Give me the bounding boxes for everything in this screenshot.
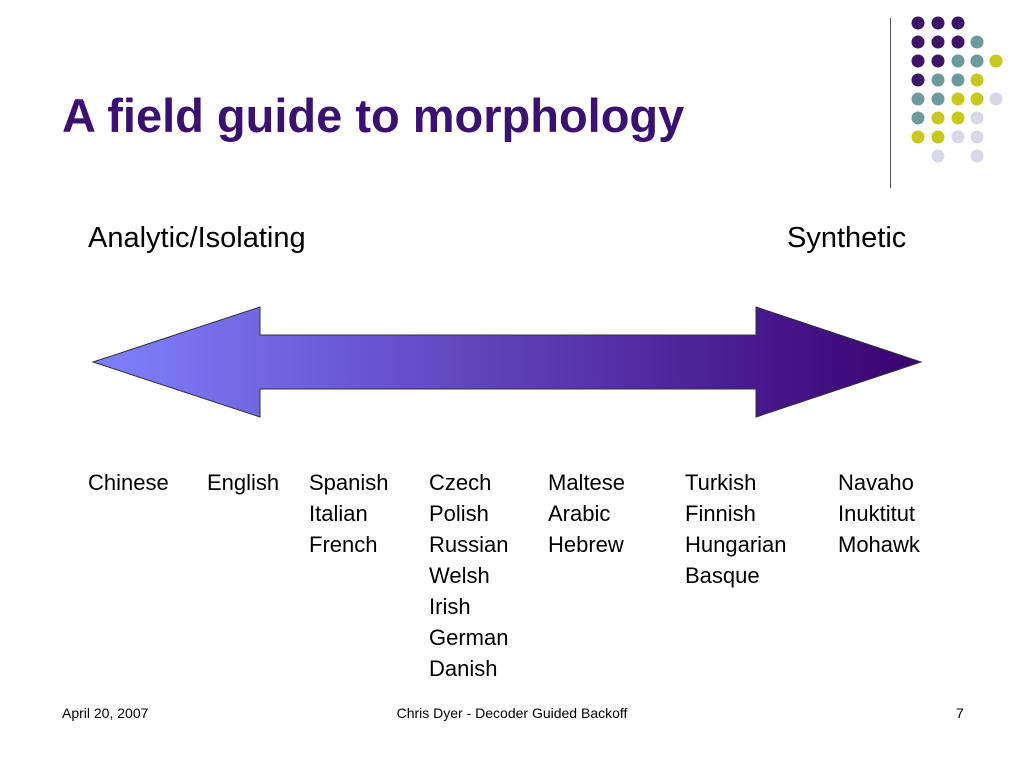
language-name: Czech [429,470,492,495]
double-arrow-shape [93,307,921,417]
language-name: Chinese [88,470,169,495]
decorative-dot [971,112,984,125]
decorative-dot [952,93,965,106]
synthetic-label: Synthetic [787,222,907,254]
language-name: Navaho [838,470,914,495]
decorative-dot [971,93,984,106]
language-name: English [207,470,280,495]
footer-author-title: Chris Dyer - Decoder Guided Backoff [396,705,628,721]
decorative-dot [912,55,925,68]
language-name: Danish [429,656,498,681]
decorative-dot [971,150,984,163]
decorative-dot [932,17,945,30]
decorative-dot [912,93,925,106]
slide-number: 7 [956,705,964,721]
language-name: Polish [429,501,489,526]
language-name: Maltese [548,470,626,495]
decorative-dot [990,93,1003,106]
language-column [548,467,625,560]
language-name: Arabic [548,501,611,526]
decorative-dot [912,112,925,125]
language-column [88,467,169,498]
decorative-dot [932,150,945,163]
decorative-dot [912,74,925,87]
decorative-divider [890,18,891,188]
language-name: French [309,532,378,557]
language-name: Italian [309,501,368,526]
language-name: Russian [429,532,509,557]
decorative-dot [932,131,945,144]
decorative-dot [952,55,965,68]
language-column [838,467,920,560]
language-column [429,467,508,684]
decorative-dot [971,36,984,49]
language-name: Spanish [309,470,389,495]
decorative-dot [932,93,945,106]
decorative-dot [971,131,984,144]
language-name: Irish [429,594,471,619]
decorative-dot [952,17,965,30]
language-name: Welsh [429,563,490,588]
decorative-dot [990,55,1003,68]
language-column [207,467,279,498]
language-column [309,467,389,560]
decorative-dot [952,112,965,125]
decorative-dot [932,36,945,49]
decorative-dot [932,112,945,125]
language-name: German [429,625,509,650]
spectrum-arrow [0,290,1024,430]
language-name: Basque [685,563,760,588]
decorative-dot [971,74,984,87]
language-name: Turkish [685,470,757,495]
language-name: Inuktitut [838,501,916,526]
decorative-dot [912,36,925,49]
decorative-dot [932,74,945,87]
footer-date: April 20, 2007 [62,705,149,721]
language-name: Hebrew [548,532,624,557]
decorative-dot [952,74,965,87]
language-name: Mohawk [838,532,920,557]
decorative-dot [932,55,945,68]
language-name: Hungarian [685,532,787,557]
language-name: Finnish [685,501,756,526]
slide-title: A field guide to morphology [62,89,685,142]
analytic-label: Analytic/Isolating [88,222,306,254]
decorative-dot [952,36,965,49]
decorative-dot [971,55,984,68]
decorative-dot [912,17,925,30]
decorative-dot [952,131,965,144]
language-column [685,467,787,591]
decorative-dot [912,131,925,144]
